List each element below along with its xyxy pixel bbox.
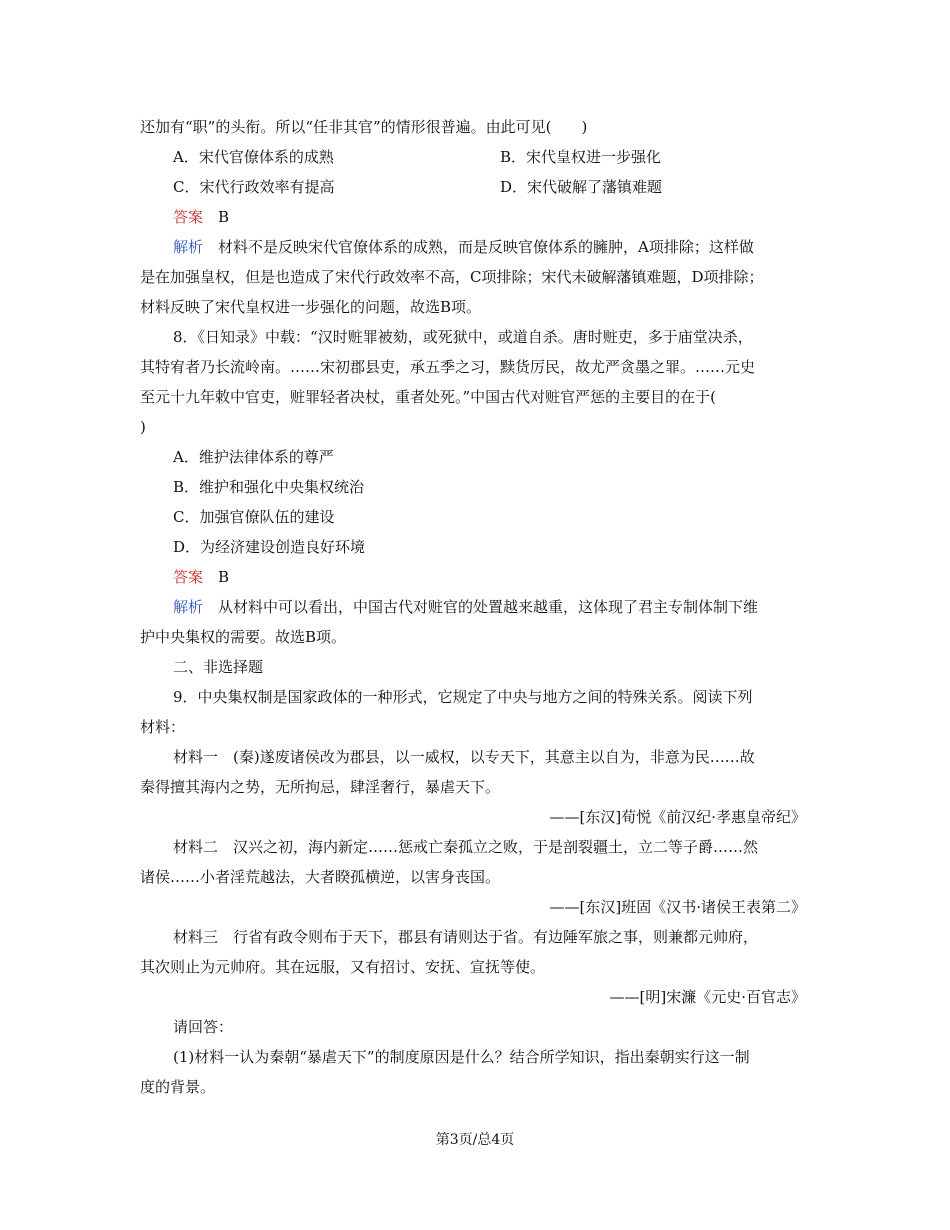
q9-material-2-source: ——[东汉]班固《汉书·诸侯王表第二》 (549, 898, 806, 916)
material-label: 材料三 (173, 928, 219, 946)
q8-option-d: D．为经济建设创造良好环境 (173, 538, 366, 556)
page-footer: 第3页/总4页 (435, 1132, 515, 1148)
analysis-label: 解析 (173, 238, 204, 256)
answer-value: B (218, 568, 230, 586)
q7-stem: 还加有“职”的头衔。所以“任非其官”的情形很普遍。由此可见( ) (140, 118, 588, 136)
q9-sub1-line-1: (1)材料一认为秦朝“暴虐天下”的制度原因是什么？结合所学知识，指出秦朝实行这一制 (173, 1048, 750, 1066)
section-title: 二、非选择题 (173, 658, 264, 676)
document-page (140, 112, 820, 1102)
q8-option-c: C．加强官僚队伍的建设 (173, 508, 335, 526)
q7-option-b: B．宋代皇权进一步强化 (500, 148, 662, 166)
q7-answer (140, 202, 820, 232)
q9-material-1-line-2: 秦得擅其海内之势，无所拘忌，肆淫奢行，暴虐天下。 (140, 778, 501, 796)
q8-analysis-line-1: 解析 从材料中可以看出，中国古代对赃官的处置越来越重，这体现了君主专制体制下维 (173, 598, 759, 616)
q7-analysis-line-1: 解析 材料不是反映宋代官僚体系的成熟，而是反映官僚体系的臃肿，A项排除；这样做 (173, 238, 754, 256)
answer-label: 答案 (173, 568, 204, 586)
analysis-label: 解析 (173, 598, 204, 616)
q8-stem-line-3: 至元十九年敕中官吏，赃罪轻者决杖，重者处死。”中国古代对赃官严惩的主要目的在于( (140, 388, 717, 406)
q9-material-3-line-1: 材料三 行省有政令则布于天下，郡县有请则达于省。有边陲军旅之事，则兼都元帅府， (173, 928, 759, 946)
material-label: 材料一 (173, 748, 219, 766)
q8-answer (140, 562, 820, 592)
q9-material-1-source: ——[东汉]荀悦《前汉纪·孝惠皇帝纪》 (549, 808, 806, 826)
q9-material-2-line-2: 诸侯……小者淫荒越法，大者睽孤横逆，以害身丧国。 (140, 868, 501, 886)
q9-material-2-line-1: 材料二 汉兴之初，海内新定……惩戒亡秦孤立之败，于是剖裂疆土，立二等子爵……然 (173, 838, 759, 856)
q7-options-ab (140, 142, 820, 172)
material-label: 材料二 (173, 838, 219, 856)
q8-stem-line-4: ) (140, 418, 146, 436)
q8-stem-line-2: 其特宥者乃长流岭南。……宋初郡县吏，承五季之习，黩货厉民，故尤严贪墨之罪。……元史 (140, 358, 756, 376)
q7-options-cd (140, 172, 820, 202)
q7-option-c: C．宋代行政效率有提高 (173, 178, 335, 196)
q9-material-3-source: ——[明]宋濂《元史·百官志》 (609, 988, 806, 1006)
q8-option-a: A．维护法律体系的尊严 (173, 448, 334, 466)
q7-analysis-line-2: 是在加强皇权，但是也造成了宋代行政效率不高，C项排除；宋代未破解藩镇难题，D项排除； (140, 268, 764, 286)
q9-material-1-line-1: 材料一 (秦)遂废诸侯改为郡县，以一威权，以专天下，其意主以自为，非意为民……故 (173, 748, 755, 766)
q7-option-d: D．宋代破解了藩镇难题 (500, 178, 663, 196)
q9-material-3-line-2: 其次则止为元帅府。其在远服，又有招讨、安抚、宣抚等使。 (140, 958, 546, 976)
q8-analysis-line-2: 护中央集权的需要。故选B项。 (140, 628, 347, 646)
q8-stem-line-1: 8．《日知录》中载：“汉时赃罪被劾，或死狱中，或道自杀。唐时赃吏，多于庙堂决杀， (173, 328, 753, 346)
answer-label: 答案 (173, 208, 204, 226)
q7-option-a: A．宋代官僚体系的成熟 (173, 148, 334, 166)
q7-analysis-line-3: 材料反映了宋代皇权进一步强化的问题，故选B项。 (140, 298, 482, 316)
answer-value: B (218, 208, 230, 226)
q8-option-b: B．维护和强化中央集权统治 (173, 478, 365, 496)
q9-sub1-line-2: 度的背景。 (140, 1078, 216, 1096)
q9-stem-line-1: 9．中央集权制是国家政体的一种形式，它规定了中央与地方之间的特殊关系。阅读下列 (173, 688, 753, 706)
q9-prompt: 请回答： (173, 1018, 234, 1036)
q9-stem-line-2: 材料： (140, 718, 186, 736)
